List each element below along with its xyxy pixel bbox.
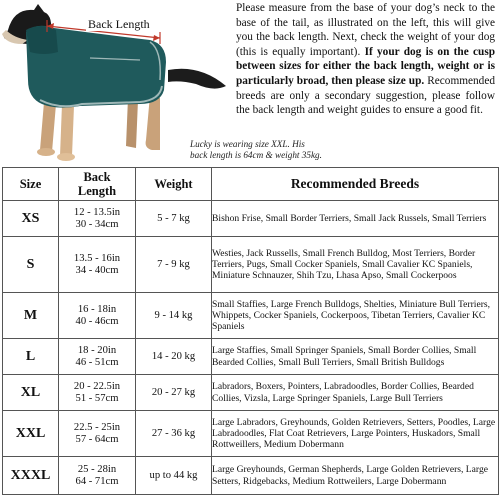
top-section	[0, 0, 500, 168]
instructions-bold-text: If your dog is on the cusp between sizes for either the back length, weight or is particularly broad, then please size up.	[236, 45, 495, 87]
length-cm: 40 - 46cm	[75, 315, 119, 327]
weight-cell: 14 - 20 kg	[136, 339, 212, 375]
length-inches: 13.5 - 16in	[73, 252, 121, 264]
back-length-cell	[59, 237, 136, 293]
length-inches: 22.5 - 25in	[73, 421, 121, 433]
breeds-cell: Large Greyhounds, German Shepherds, Large Golden Retrievers, Large Setters, Ridgebacks, Medium Rottweilers, Large Dobermann	[212, 457, 499, 495]
table-row	[3, 411, 499, 457]
back-length-cell	[59, 201, 136, 237]
weight-cell: 9 - 14 kg	[136, 293, 212, 339]
breeds-cell: Labradors, Boxers, Pointers, Labradoodles, Border Collies, Bearded Collies, Vizsla, Large Springer Spaniels, Large Bull Terriers	[212, 375, 499, 411]
length-cm: 30 - 34cm	[75, 218, 119, 230]
breeds-header: Recommended Breeds	[212, 168, 499, 201]
caption-line: back length is 64cm & weight 35kg.	[190, 150, 322, 160]
back-length-cell	[59, 293, 136, 339]
back-length-cell	[59, 339, 136, 375]
breeds-cell: Westies, Jack Russells, Small French Bulldog, Most Terriers, Border Terriers, Pugs, Small Cocker Spaniels, Small Cavalier KC Spaniels, Miniature Schnauzer, Shih Tzu, Lhasa Apso, Small Cockerpoos	[212, 237, 499, 293]
length-cm: 57 - 64cm	[75, 433, 119, 445]
breeds-cell: Large Staffies, Small Springer Spaniels, Small Border Collies, Small Bearded Collies, Small Bull Terriers, Small British Bulldogs	[212, 339, 499, 375]
back-length-cell	[59, 375, 136, 411]
weight-cell: 5 - 7 kg	[136, 201, 212, 237]
weight-header: Weight	[136, 168, 212, 201]
weight-cell: 27 - 36 kg	[136, 411, 212, 457]
table-row	[3, 237, 499, 293]
table-row	[3, 293, 499, 339]
weight-cell: 7 - 9 kg	[136, 237, 212, 293]
size-cell: XXL	[3, 411, 59, 457]
size-cell: XL	[3, 375, 59, 411]
breeds-cell: Small Staffies, Large French Bulldogs, Shelties, Miniature Bull Terriers, Whippets, Cocker Spaniels, Cockerpoos, Tibetan Terriers, Cavalier KC Spaniels	[212, 293, 499, 339]
size-cell: S	[3, 237, 59, 293]
table-row	[3, 375, 499, 411]
breeds-cell: Large Labradors, Greyhounds, Golden Retrievers, Setters, Poodles, Large Labradoodles, Flat Coat Retrievers, Large Pointers, Huskadors, Small Rottweillers, Medium Dobermann	[212, 411, 499, 457]
breeds-cell: Bishon Frise, Small Border Terriers, Small Jack Russels, Small Terriers	[212, 201, 499, 237]
length-cm: 64 - 71cm	[75, 475, 119, 487]
length-inches: 18 - 20in	[77, 344, 117, 356]
back-length-header-line: Back	[83, 170, 111, 184]
weight-cell: up to 44 kg	[136, 457, 212, 495]
back-length-cell	[59, 457, 136, 495]
instructions-text: Please measure from the base of your dog’s neck to the base of the tail, as illustrated on the left, this will give you the back length. Next, check the weight of your dog (this is equally important).	[236, 2, 495, 58]
back-length-header	[59, 168, 136, 201]
table-row	[3, 457, 499, 495]
table-row	[3, 201, 499, 237]
size-header: Size	[3, 168, 59, 201]
table-row	[3, 339, 499, 375]
length-inches: 20 - 22.5in	[73, 380, 121, 392]
length-cm: 46 - 51cm	[75, 356, 119, 368]
length-inches: 16 - 18in	[77, 303, 117, 315]
size-guide-table	[2, 167, 499, 495]
back-length-cell	[59, 411, 136, 457]
photo-caption	[190, 139, 350, 161]
back-length-header-line: Length	[77, 184, 117, 198]
measuring-instructions	[236, 1, 495, 118]
length-inches: 25 - 28in	[77, 463, 117, 475]
size-cell: XXXL	[3, 457, 59, 495]
instructions-text: Recommended breeds are only a secondary suggestion, please follow the back length and weight guides to ensure a good fit.	[236, 74, 495, 117]
weight-cell: 20 - 27 kg	[136, 375, 212, 411]
dog-illustration	[0, 0, 322, 168]
size-cell: M	[3, 293, 59, 339]
size-cell: XS	[3, 201, 59, 237]
table-header-row	[3, 168, 499, 201]
length-cm: 51 - 57cm	[75, 392, 119, 404]
length-cm: 34 - 40cm	[75, 264, 119, 276]
length-inches: 12 - 13.5in	[73, 206, 121, 218]
back-length-label: Back Length	[88, 17, 150, 31]
size-cell: L	[3, 339, 59, 375]
caption-line: Lucky is wearing size XXL. His	[190, 139, 305, 149]
